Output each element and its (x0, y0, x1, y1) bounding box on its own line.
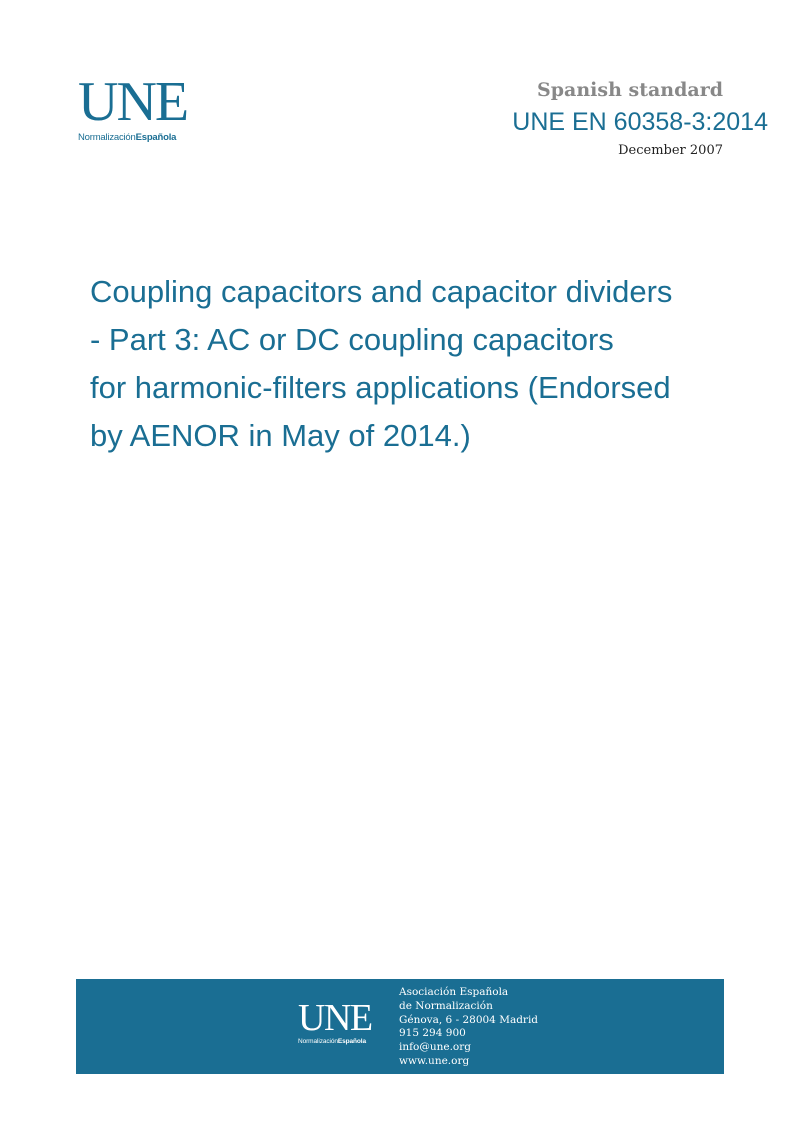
standard-code: UNE EN 60358-3:2014 (512, 108, 768, 136)
address-line: Asociación Española (399, 986, 509, 998)
address-line: de Normalización (399, 999, 493, 1012)
footer-logo-sub-bold: Española (337, 1038, 366, 1045)
logo-sub-bold: Española (135, 132, 177, 143)
title-line: Coupling capacitors and capacitor dividers (90, 274, 673, 309)
title-line: by AENOR in May of 2014.) (90, 418, 471, 453)
website-link[interactable]: www.une.org (399, 1054, 470, 1067)
document-title (90, 268, 730, 460)
logo-sub-regular: Normalización (78, 132, 136, 143)
title-line: - Part 3: AC or DC coupling capacitors (90, 322, 614, 357)
footer-logo-sub-regular: Normalización (298, 1038, 338, 1045)
footer-logo (298, 999, 372, 1045)
footer-logo-mark: UNE (298, 997, 372, 1039)
email-link[interactable]: info@une.org (399, 1041, 471, 1054)
footer-logo-subtitle (298, 1038, 372, 1045)
address-line: Génova, 6 - 28004 Madrid (399, 1013, 539, 1026)
footer-address (399, 986, 538, 1069)
title-line: for harmonic-filters applications (Endorsed (90, 370, 671, 405)
footer-banner (76, 979, 724, 1074)
logo-subtitle (78, 132, 198, 143)
une-logo (78, 71, 198, 143)
standard-label: Spanish standard (537, 79, 723, 101)
logo-mark: UNE (78, 71, 188, 133)
standard-date: December 2007 (618, 143, 723, 158)
phone-line: 915 294 900 (399, 1027, 466, 1040)
